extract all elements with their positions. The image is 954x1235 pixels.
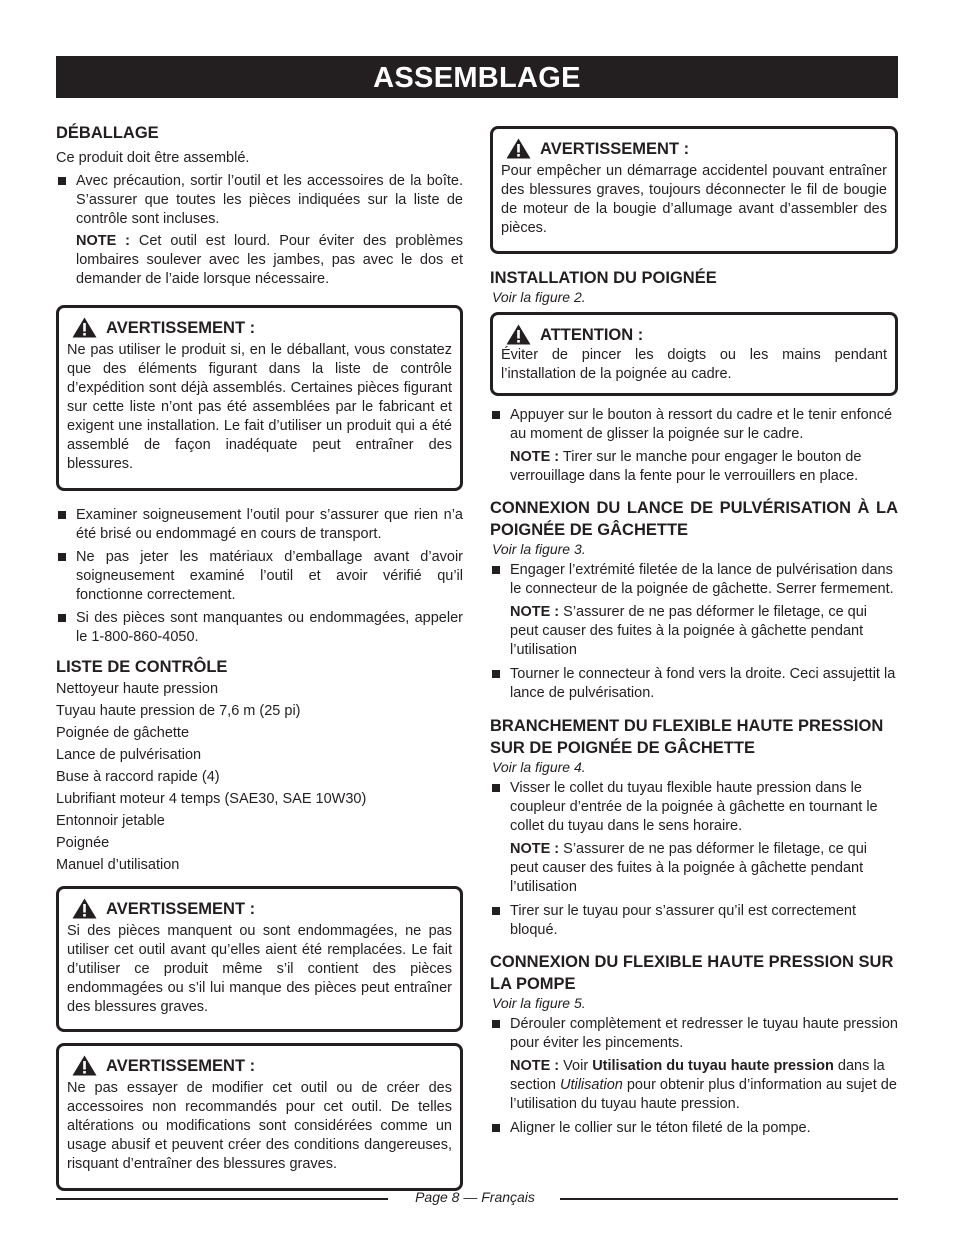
note-post: pour obtenir plus d’information au sujet de l’utilisation du tuyau haute pression. [510, 1077, 897, 1112]
warning-text: Pour empêcher un démarrage accidentel pouvant entraîner des blessures graves, toujours déconnecter le fil de bougie de moteur de la bougie d’allumage avant d’assembler des pièces. [501, 163, 887, 236]
list-item: Appuyer sur le bouton à ressort du cadre et le tenir enfoncé au moment de glisser la poignée sur le cadre. [490, 406, 898, 444]
section-heading-handle: INSTALLATION DU POIGNÉE [490, 269, 717, 287]
warning-icon [72, 317, 97, 338]
checklist-item: Manuel d’utilisation [56, 857, 180, 873]
list-item: Si des pièces sont manquantes ou endommagées, appeler le 1-800-860-4050. [56, 609, 463, 647]
page-title: ASSEMBLAGE [56, 56, 898, 98]
list-item: Tirer sur le tuyau pour s’assurer qu’il est correctement bloqué. [490, 902, 898, 940]
list-item: Avec précaution, sortir l’outil et les accessoires de la boîte. S’assurer que toutes les pièces indiquées sur la liste de contrôle sont incluses. [56, 172, 463, 229]
warning-header [72, 317, 452, 338]
figure-reference: Voir la figure 4. [492, 759, 586, 775]
list-item: Ne pas jeter les matériaux d’emballage avant d’avoir soigneusement examiné l’outil et avoir vérifié qu’il fonctionne correctement. [56, 548, 463, 605]
note [490, 448, 898, 486]
section-heading-hose-pump: CONNEXION DU FLEXIBLE HAUTE PRESSION SUR LA POMPE [490, 953, 894, 993]
note-label: NOTE : [510, 604, 560, 620]
list-item: Dérouler complètement et redresser le tuyau haute pression pour éviter les pincements. [490, 1015, 898, 1053]
figure-reference: Voir la figure 5. [492, 995, 586, 1011]
warning-text: Si des pièces manquent ou sont endommagées, ne pas utiliser cet outil avant qu’elles aient été remplacées. Le fait d’utiliser ce produit même s’il contient des pièces endommagées ou s’il lui manque des pièces peut entraîner des blessures graves. [67, 923, 452, 1015]
checklist-item: Entonnoir jetable [56, 813, 165, 829]
checklist-item: Poignée [56, 835, 110, 851]
warning-text: Ne pas essayer de modifier cet outil ou de créer des accessoires non recommandés pour cet outil. De telles altérations ou modifications sont considérées comme un usage abusif et peuvent créer des conditions dangereuses, risquant d’entraîner des blessures graves. [67, 1080, 452, 1172]
warning-box [56, 886, 463, 1032]
list-item: Visser le collet du tuyau flexible haute pression dans le coupleur d’entrée de la poignée à gâchette en tournant le collet du tuyau dans le sens horaire. [490, 779, 898, 836]
warning-icon [72, 1055, 97, 1076]
warning-title: AVERTISSEMENT : [106, 1056, 256, 1075]
warning-box [490, 126, 898, 254]
caution-title: ATTENTION : [540, 325, 644, 344]
right-column [490, 126, 898, 1138]
note-pre: Voir [559, 1058, 593, 1074]
caution-text: Éviter de pincer les doigts ou les mains pendant l’installation de la poignée au cadre. [501, 347, 887, 382]
warning-box [56, 1043, 463, 1191]
checklist [56, 678, 463, 876]
warning-header [72, 1055, 452, 1076]
checklist-item: Tuyau haute pression de 7,6 m (25 pi) [56, 703, 301, 719]
note-label: NOTE : [510, 841, 560, 857]
caution-box [490, 312, 898, 396]
figure-reference: Voir la figure 3. [492, 541, 586, 557]
warning-icon [72, 898, 97, 919]
warning-title: AVERTISSEMENT : [106, 318, 256, 337]
checklist-item: Lance de pulvérisation [56, 747, 202, 763]
list-item: Tourner le connecteur à fond vers la droite. Ceci assujettit la lance de pulvérisation. [490, 665, 898, 703]
footer-rule-right [560, 1198, 898, 1200]
note-mid: dans la section [510, 1058, 885, 1093]
unpacking-intro: Ce produit doit être assemblé. [56, 150, 250, 166]
checklist-item: Nettoyeur haute pression [56, 681, 219, 697]
checklist-item: Lubrifiant moteur 4 temps (SAE30, SAE 10W30) [56, 791, 367, 807]
checklist-item: Poignée de gâchette [56, 725, 190, 741]
page-footer: Page 8 — Français [415, 1189, 535, 1205]
note-text: Cet outil est lourd. Pour éviter des problèmes lombaires soulever avec les jambes, pas avec le dos et demander de l’aide lorsque nécessaire. [76, 233, 464, 287]
section-heading-unpacking: DÉBALLAGE [56, 124, 159, 142]
note-label: NOTE : [510, 1058, 560, 1074]
note-text: Tirer sur le manche pour engager le bouton de verrouillage dans la fente pour le verrouillers en place. [510, 449, 862, 484]
note-text: S’assurer de ne pas déformer le filetage, ce qui peut causer des fuites à la poignée à gâchette pendant l’utilisation [510, 841, 868, 895]
warning-title: AVERTISSEMENT : [106, 899, 256, 918]
left-column [56, 122, 463, 1191]
note-label: NOTE : [76, 233, 130, 249]
warning-text: Ne pas utiliser le produit si, en le déballant, vous constatez que des éléments figurant dans la liste de contrôle d’expédition sont déjà assemblés. Certaines pièces figurant sur cette liste n’ont pas été assemblées par le fabricant et exigent une installation. Le fait d’utiliser un produit qui a été assemblé de façon inadéquate peut entraîner des blessures. [67, 342, 452, 472]
caution-header [506, 324, 887, 345]
warning-header [72, 898, 452, 919]
checklist-item: Buse à raccord rapide (4) [56, 769, 220, 785]
note-bold-ref: Utilisation du tuyau haute pression [592, 1058, 834, 1074]
note [490, 840, 898, 897]
note [490, 603, 898, 660]
section-heading-checklist: LISTE DE CONTRÔLE [56, 658, 228, 676]
note-italic-ref: Utilisation [559, 1077, 623, 1093]
warning-box [56, 305, 463, 491]
warning-header [506, 138, 887, 159]
footer-rule-left [56, 1198, 388, 1200]
section-heading-hose-gun: BRANCHEMENT DU FLEXIBLE HAUTE PRESSION SUR DE POIGNÉE DE GÂCHETTE [490, 717, 884, 757]
figure-reference: Voir la figure 2. [492, 289, 586, 305]
warning-icon [506, 324, 531, 345]
note-label: NOTE : [510, 449, 560, 465]
note [56, 232, 463, 289]
list-item: Engager l’extrémité filetée de la lance de pulvérisation dans le connecteur de la poignée de gâchette. Serrer fermement. [490, 561, 898, 599]
note-text: S’assurer de ne pas déformer le filetage, ce qui peut causer des fuites à la poignée à gâchette pendant l’utilisation [510, 604, 868, 658]
section-heading-wand: CONNEXION DU LANCE DE PULVÉRISATION À LA POIGNÉE DE GÂCHETTE [490, 499, 898, 539]
list-item: Aligner le collier sur le téton fileté de la pompe. [490, 1119, 898, 1138]
warning-icon [506, 138, 531, 159]
warning-title: AVERTISSEMENT : [540, 139, 690, 158]
list-item: Examiner soigneusement l’outil pour s’assurer que rien n’a été brisé ou endommagé en cours de transport. [56, 506, 463, 544]
note [490, 1057, 898, 1114]
